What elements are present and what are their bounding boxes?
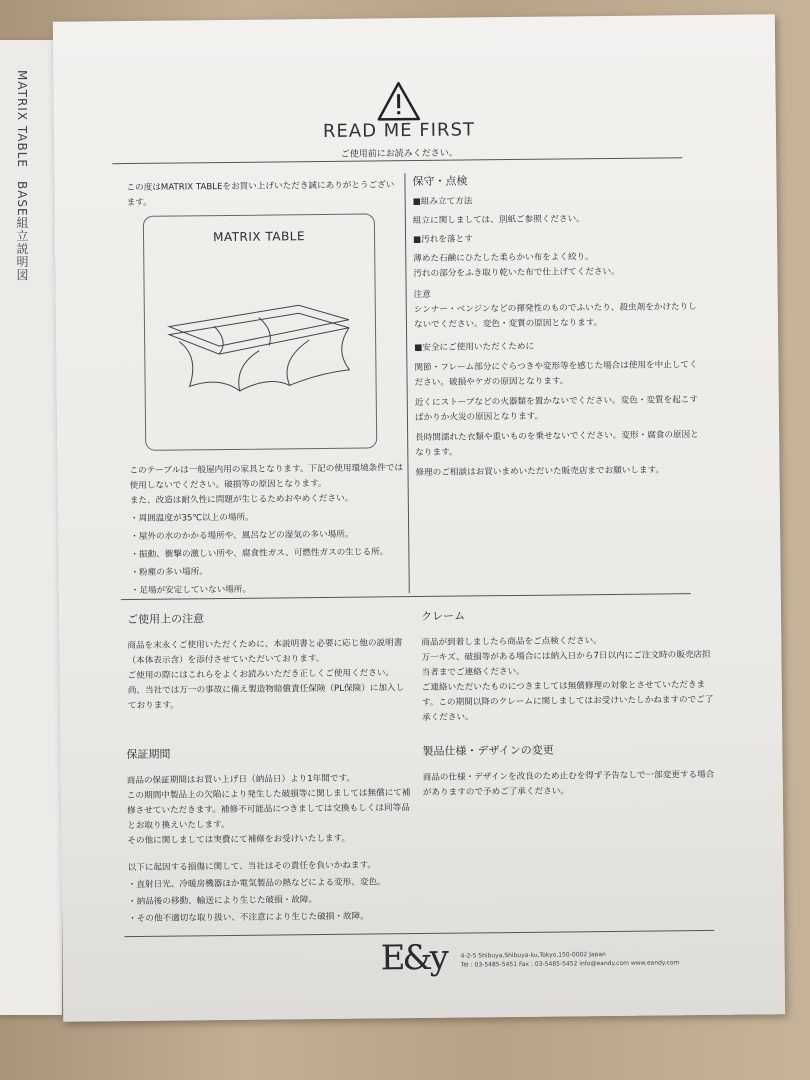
- body-text: 尚、当社では万一の事故に備え製造物賠償責任保険（PL保険）に加入しております。: [127, 683, 405, 712]
- list-item: ・粉塵の多い場所。: [130, 567, 208, 579]
- list-item: ・その他不適切な取り扱い、不注意により生じた破損・故障。: [128, 911, 369, 925]
- design-section: [422, 740, 718, 801]
- divider: [124, 930, 714, 937]
- divider: [404, 173, 409, 593]
- body-text: 薄めた石鹸にひたした柔らかい布をよく絞り。: [413, 252, 594, 265]
- body-text: 修理のご相談はお買いまめいただいた販売店までお願いします。: [415, 465, 665, 479]
- warranty-section: [126, 743, 413, 927]
- body-text: この期間中製品上の欠陥により発生した破損等に関しましては無償にて補修させていただきます。補修不可能品につきましては交換もしくは同等品とお取り換えいたします。: [126, 788, 411, 832]
- section-heading: 製品仕様・デザインの変更: [422, 743, 554, 758]
- brand-logo: E&y: [380, 937, 447, 979]
- claim-section: [421, 605, 717, 726]
- body-text: シンナー・ベンジンなどの揮発性のものでふいたり、殺虫剤をかけたりしないでください。変色・変質の原因となります。: [413, 302, 697, 331]
- subheading: 注意: [413, 289, 431, 301]
- list-item: ・直射日光、冷暖房機器ほか電気製品の熱などによる変形、変色。: [127, 877, 386, 891]
- body-text: 以下に起因する損傷に関して、当社はその責任を負いかねます。: [127, 860, 377, 874]
- address-line: 4-2-5 Shibuya,Shibuya-ku,Tokyo,150-0002 Japan: [460, 951, 606, 960]
- body-text: 商品を末永くご使用いただくために、本説明書と必要に応じ他の説明書（本体表示含）を添付させていただいております。: [127, 638, 403, 667]
- body-text: 商品の仕様・デザインを改良のため止むを得ず予告なしで一部変更する場合がありますので予めご了承ください。: [422, 769, 715, 798]
- intro-text: この度はMATRIX TABLEをお買い上げいただき誠にありがとうございます。: [126, 180, 395, 209]
- table-drawing: [159, 295, 360, 417]
- product-illustration: [143, 213, 377, 450]
- subheading: ■組み立て方法: [412, 196, 473, 208]
- warning-icon: [375, 80, 421, 122]
- section-heading: 保守・点検: [412, 174, 468, 189]
- usage-section: [127, 608, 408, 714]
- contact-line: Tel : 03-5485-5451 Fax : 03-5485-5452 info@eandy.com www.eandy.com: [460, 959, 680, 969]
- list-item: ・納品後の移動、輸送により生じた破損・故障。: [127, 895, 318, 908]
- body-text: 汚れの部分をふき取り乾いた布で仕上げてください。: [413, 266, 620, 280]
- company-address: [461, 949, 680, 969]
- page-subtitle: ご使用前にお読みください。: [340, 148, 458, 160]
- section-heading: ご使用上の注意: [126, 612, 205, 627]
- body-text: その他に関しましては実費にて補修をお受けいたします。: [127, 833, 351, 847]
- subheading: ■汚れを落とす: [413, 234, 473, 246]
- list-item: ・振動、衝撃の激しい所や、腐食性ガス、可燃性ガスの生じる所。: [130, 547, 389, 561]
- list-item: ・屋外の水のかかる場所や、風呂などの湿気の多い場所。: [130, 529, 354, 543]
- list-item: ・足場が安定していない場所。: [130, 584, 252, 597]
- body-text: ご連絡いただいたものにつきましては無償修理の対象とさせていただきます。この期間以降のクレームに関しましてはお受けいたしかねますのでご了承ください。: [421, 680, 714, 723]
- environment-text: このテーブルは一般屋内用の家具となります。下記の使用環境条件では使用しないでください。破損等の原因となります。: [129, 463, 404, 492]
- side-sheet-title: MATRIX TABLE BASE組立説明図: [15, 70, 29, 282]
- side-sheet: [0, 40, 62, 1015]
- environment-section: [129, 461, 405, 599]
- body-text: 組立に関しましては、別紙ご参照ください。: [412, 214, 585, 227]
- body-text: 万一キズ、破損等がある場合には納入日から7日以内にご注文時の販売店担当者までご連絡ください。: [421, 649, 711, 678]
- illustration-title: MATRIX TABLE: [212, 229, 306, 245]
- body-text: 関節・フレーム部分にぐらつきや変形等を感じた場合は使用を中止してください。破損やケガの原因となります。: [414, 360, 698, 389]
- body-text: 近くにストーブなどの火器類を置かないでください。変色・変質を起こすばかりか火災の原因となります。: [414, 395, 699, 424]
- section-heading: 保証期間: [126, 747, 171, 762]
- body-text: 商品が到着しましたら商品をご点検ください。: [421, 636, 602, 648]
- body-text: ご使用の際にはこれらをよくお読みいただき正しくご使用ください。: [127, 668, 395, 682]
- subheading: ■安全にご使用いただくために: [414, 341, 535, 354]
- body-text: 長時間濡れた衣類や重いものを乗せないでください。変形・腐食の原因となります。: [415, 430, 699, 459]
- maintenance-section: [412, 170, 705, 481]
- page-title: READ ME FIRST: [322, 119, 476, 142]
- environment-text: また、改造は耐久性に問題が生じるためおやめください。: [129, 493, 354, 507]
- body-text: 商品の保証期間はお買い上げ日（納品日）より1年間です。: [126, 773, 355, 787]
- document-page: [53, 14, 785, 1022]
- section-heading: クレーム: [420, 609, 466, 623]
- list-item: ・周囲温度が35℃以上の場所。: [129, 512, 254, 525]
